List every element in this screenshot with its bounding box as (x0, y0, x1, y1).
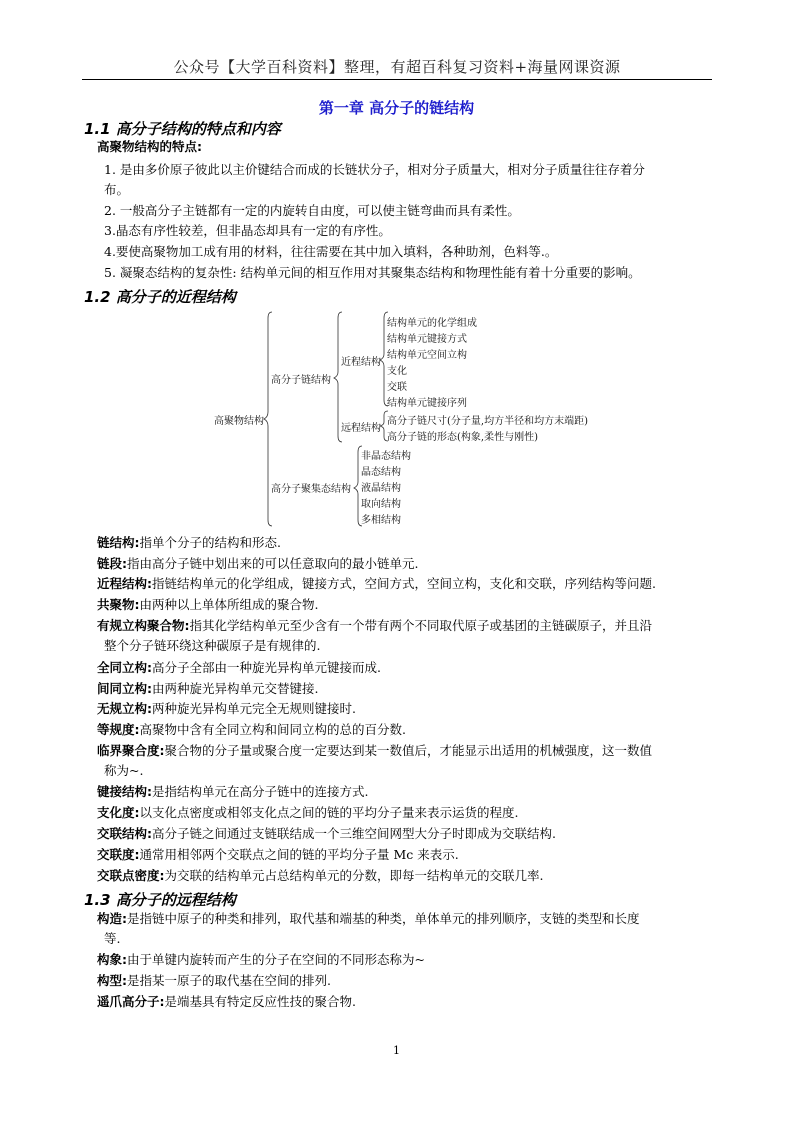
page-header: 公众号【大学百科资料】整理，有超百科复习资料+海量网课资源 (173, 58, 621, 76)
definition-line: 链结构:指单个分子的结构和形态. (97, 535, 281, 550)
definition-line: 遥爪高分子:是端基具有特定反应性技的聚合物. (97, 994, 356, 1009)
tree-chain-label: 高分子链结构 (271, 375, 331, 386)
feature-item-1-cont: 布。 (104, 182, 130, 197)
tree-short-item: 交联 (387, 382, 407, 393)
definition-line: 全同立构:高分子全部由一种旋光异构单元键接而成. (97, 660, 381, 675)
tree-short-item: 结构单元键接方式 (387, 334, 467, 345)
definition-line: 支化度:以支化点密度或相邻支化点之间的链的平均分子量来表示运货的程度. (97, 805, 519, 820)
definition-line: 键接结构:是指结构单元在高分子链中的连接方式. (97, 784, 369, 799)
definition-cont: 称为~. (104, 763, 144, 778)
tree-aggregate-item: 液晶结构 (361, 483, 401, 494)
definition-line: 交联结构:高分子链之间通过支链联结成一个三维空间网型大分子时即成为交联结构. (97, 826, 556, 841)
definition-line: 间同立构:由两种旋光异构单元交替键接. (97, 681, 319, 696)
feature-item-2: 2. 一般高分子主链都有一定的内旋转自由度，可以使主链弯曲而具有柔性。 (104, 203, 520, 218)
feature-item-4: 4.要使高聚物加工成有用的材料，往往需要在其中加入填料，各种助剂，色料等.。 (104, 244, 558, 259)
features-subtitle: 高聚物结构的特点: (97, 139, 202, 154)
section-1-1-title: 1.1 高分子结构的特点和内容 (84, 120, 281, 138)
definition-line: 交联点密度:为交联的结构单元占总结构单元的分数，即每一结构单元的交联几率. (97, 868, 544, 883)
chapter-title: 第一章 高分子的链结构 (318, 99, 475, 117)
tree-short-item: 结构单元空间立构 (387, 350, 467, 361)
tree-short-item: 结构单元键接序列 (387, 398, 467, 409)
definition-line: 无规立构:两种旋光异构单元完全无规则键接时. (97, 701, 356, 716)
section-1-3-title: 1.3 高分子的远程结构 (84, 891, 236, 909)
tree-aggregate-label: 高分子聚集态结构 (271, 484, 351, 495)
feature-item-1: 1. 是由多价原子彼此以主价键结合而成的长链状分子，相对分子质量大，相对分子质量往往存着分 (104, 162, 645, 177)
tree-aggregate-item: 非晶态结构 (361, 451, 411, 462)
tree-aggregate-item: 取向结构 (361, 499, 401, 510)
tree-long-item: 高分子链的形态(构象,柔性与刚性) (387, 432, 538, 443)
tree-short-item: 结构单元的化学组成 (387, 318, 477, 329)
definition-cont: 整个分子链环绕这种碳原子是有规律的. (104, 638, 321, 653)
tree-root-label: 高聚物结构 (214, 416, 264, 427)
feature-item-3: 3.晶态有序性较差，但非晶态却具有一定的有序性。 (104, 223, 391, 238)
definition-line: 链段:指由高分子链中划出来的可以任意取向的最小链单元. (97, 556, 419, 571)
tree-long-range-label: 远程结构 (341, 423, 381, 434)
definition-line: 交联度:通常用相邻两个交联点之间的链的平均分子量 Mc 来表示. (97, 847, 459, 862)
tree-short-item: 支化 (387, 366, 407, 377)
tree-long-item: 高分子链尺寸(分子量,均方半径和均方末端距) (387, 416, 588, 427)
tree-short-range-label: 近程结构 (341, 357, 381, 368)
feature-item-5: 5. 凝聚态结构的复杂性: 结构单元间的相互作用对其聚集态结构和物理性能有着十分重要的影响。 (104, 265, 641, 280)
tree-aggregate-item: 多相结构 (361, 515, 401, 526)
definition-line: 构型:是指某一原子的取代基在空间的排列. (97, 973, 331, 988)
section-1-2-title: 1.2 高分子的近程结构 (84, 288, 236, 306)
tree-aggregate-item: 晶态结构 (361, 467, 401, 478)
definition-line: 近程结构:指链结构单元的化学组成，键接方式，空间方式，空间立构，支化和交联，序列结构等问题. (97, 576, 656, 591)
page-number: 1 (393, 1044, 400, 1057)
definition-line: 等规度:高聚物中含有全同立构和间同立构的总的百分数. (97, 722, 406, 737)
definition-line: 临界聚合度:聚合物的分子量或聚合度一定要达到某一数值后，才能显示出适用的机械强度，这一数值 (97, 743, 653, 758)
definition-line: 有规立构聚合物:指其化学结构单元至少含有一个带有两个不同取代原子或基团的主链碳原子，并且沿 (97, 618, 653, 633)
definition-cont: 等. (104, 931, 121, 946)
definition-line: 共聚物:由两种以上单体所组成的聚合物. (97, 597, 319, 612)
definition-line: 构象:由于单键内旋转而产生的分子在空间的不同形态称为~ (97, 952, 425, 967)
definition-line: 构造:是指链中原子的种类和排列，取代基和端基的种类，单体单元的排列顺序，支链的类型和长度 (97, 911, 640, 926)
